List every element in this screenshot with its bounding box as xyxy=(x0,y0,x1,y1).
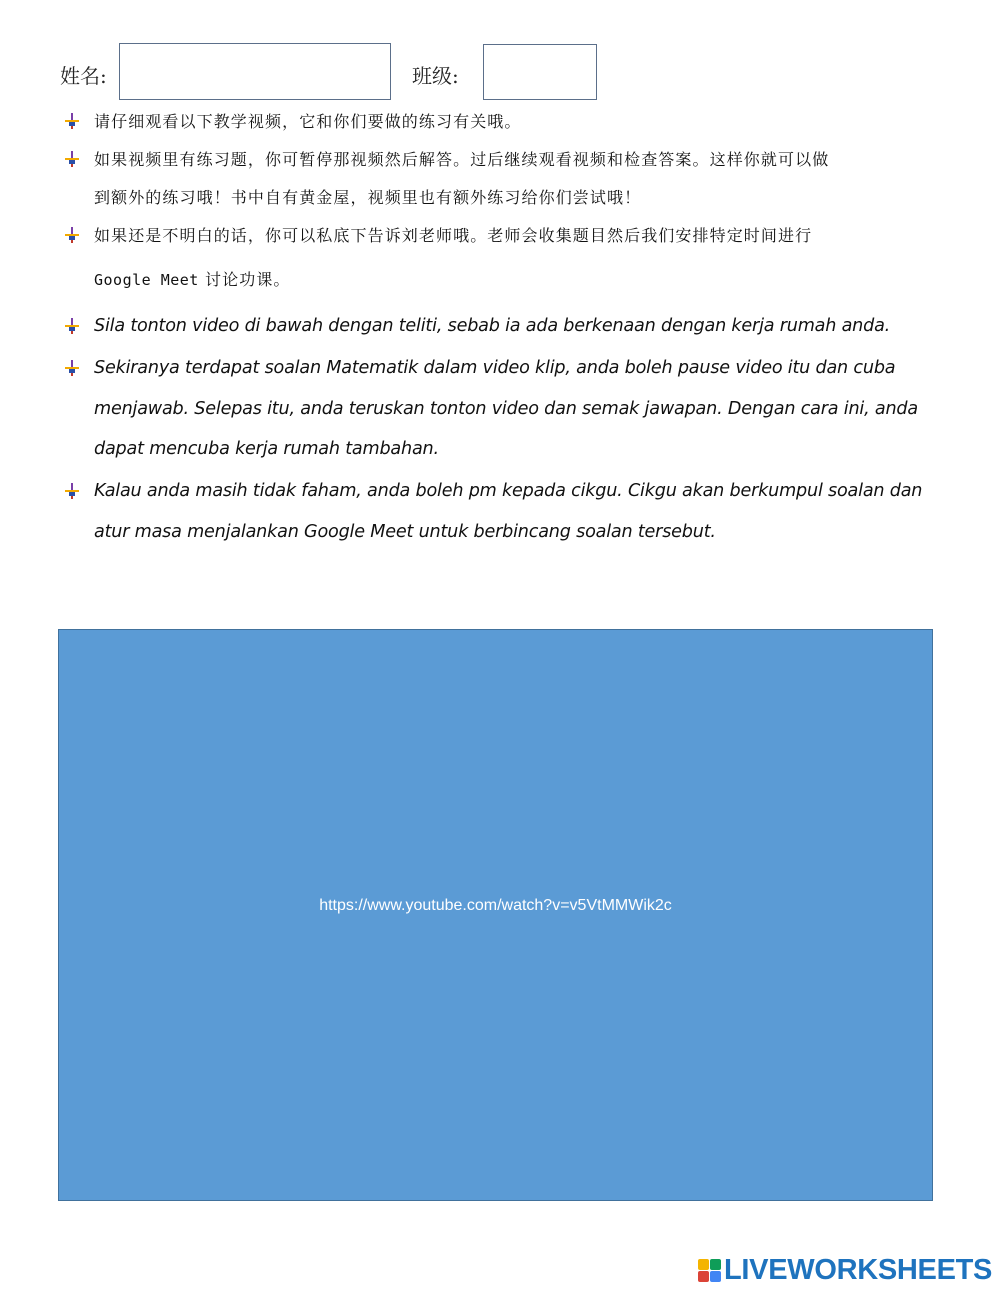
video-embed[interactable] xyxy=(58,629,933,1201)
ms-instruction-1: Sila tonton video di bawah dengan teliti, sebab ia ada berkenaan dengan kerja rumah anda. xyxy=(94,316,891,336)
cn-instruction-1: 请仔细观看以下教学视频，它和你们要做的练习有关哦。 xyxy=(94,112,522,131)
ms-instruction-3-line1: Kalau anda masih tidak faham, anda boleh pm kepada cikgu. Cikgu akan berkumpul soalan dan xyxy=(94,481,923,501)
cn-instruction-2 xyxy=(94,141,944,217)
logo-text: LIVEWORKSHEETS xyxy=(724,1253,993,1286)
arrow-down-bullet-icon xyxy=(64,227,80,243)
google-meet-text: Google Meet xyxy=(94,271,199,289)
cn-instruction-3 xyxy=(94,217,944,299)
cn-instruction-2-line2: 到额外的练习哦！书中自有黄金屋，视频里也有额外练习给你们尝试哦！ xyxy=(94,188,642,207)
logo-blocks-icon xyxy=(698,1259,721,1282)
arrow-down-bullet-icon xyxy=(64,113,80,129)
class-input[interactable] xyxy=(484,45,596,99)
arrow-down-bullet-icon xyxy=(64,151,80,167)
class-label: 班级: xyxy=(412,64,459,88)
arrow-down-bullet-icon xyxy=(64,318,80,334)
cn-instruction-3-line1: 如果还是不明白的话，你可以私底下告诉刘老师哦。老师会收集题目然后我们安排特定时间进行 xyxy=(94,226,813,245)
ms-instruction-2-line1: Sekiranya terdapat soalan Matematik dalam video klip, anda boleh pause video itu dan cuba xyxy=(94,358,896,378)
ms-instruction-2-line3: dapat mencuba kerja rumah tambahan. xyxy=(94,439,439,459)
name-label: 姓名: xyxy=(60,64,107,88)
ms-instruction-3 xyxy=(94,471,944,552)
cn-instruction-3-line2 xyxy=(94,261,944,299)
cn-instruction-2-line1: 如果视频里有练习题，你可暂停那视频然后解答。过后继续观看视频和检查答案。这样你就可以做 xyxy=(94,150,830,169)
cn-instruction-3-line2-rest: 讨论功课。 xyxy=(198,270,291,289)
logo-block xyxy=(698,1259,709,1270)
ms-instruction-3-line2: atur masa menjalankan Google Meet untuk berbincang soalan tersebut. xyxy=(94,521,716,542)
class-input-box xyxy=(483,44,597,100)
video-link[interactable]: https://www.youtube.com/watch?v=v5VtMMWik2c xyxy=(319,897,672,914)
ms-instruction-2-line2: menjawab. Selepas itu, anda teruskan tonton video dan semak jawapan. Dengan cara ini, anda xyxy=(94,398,918,419)
arrow-down-bullet-icon xyxy=(64,483,80,499)
name-input[interactable] xyxy=(120,44,390,99)
arrow-down-bullet-icon xyxy=(64,360,80,376)
logo-block xyxy=(710,1259,721,1270)
logo-block xyxy=(698,1271,709,1282)
name-input-box xyxy=(119,43,391,100)
logo-block xyxy=(710,1271,721,1282)
ms-instruction-2 xyxy=(94,348,944,470)
liveworksheets-logo xyxy=(698,1255,992,1285)
